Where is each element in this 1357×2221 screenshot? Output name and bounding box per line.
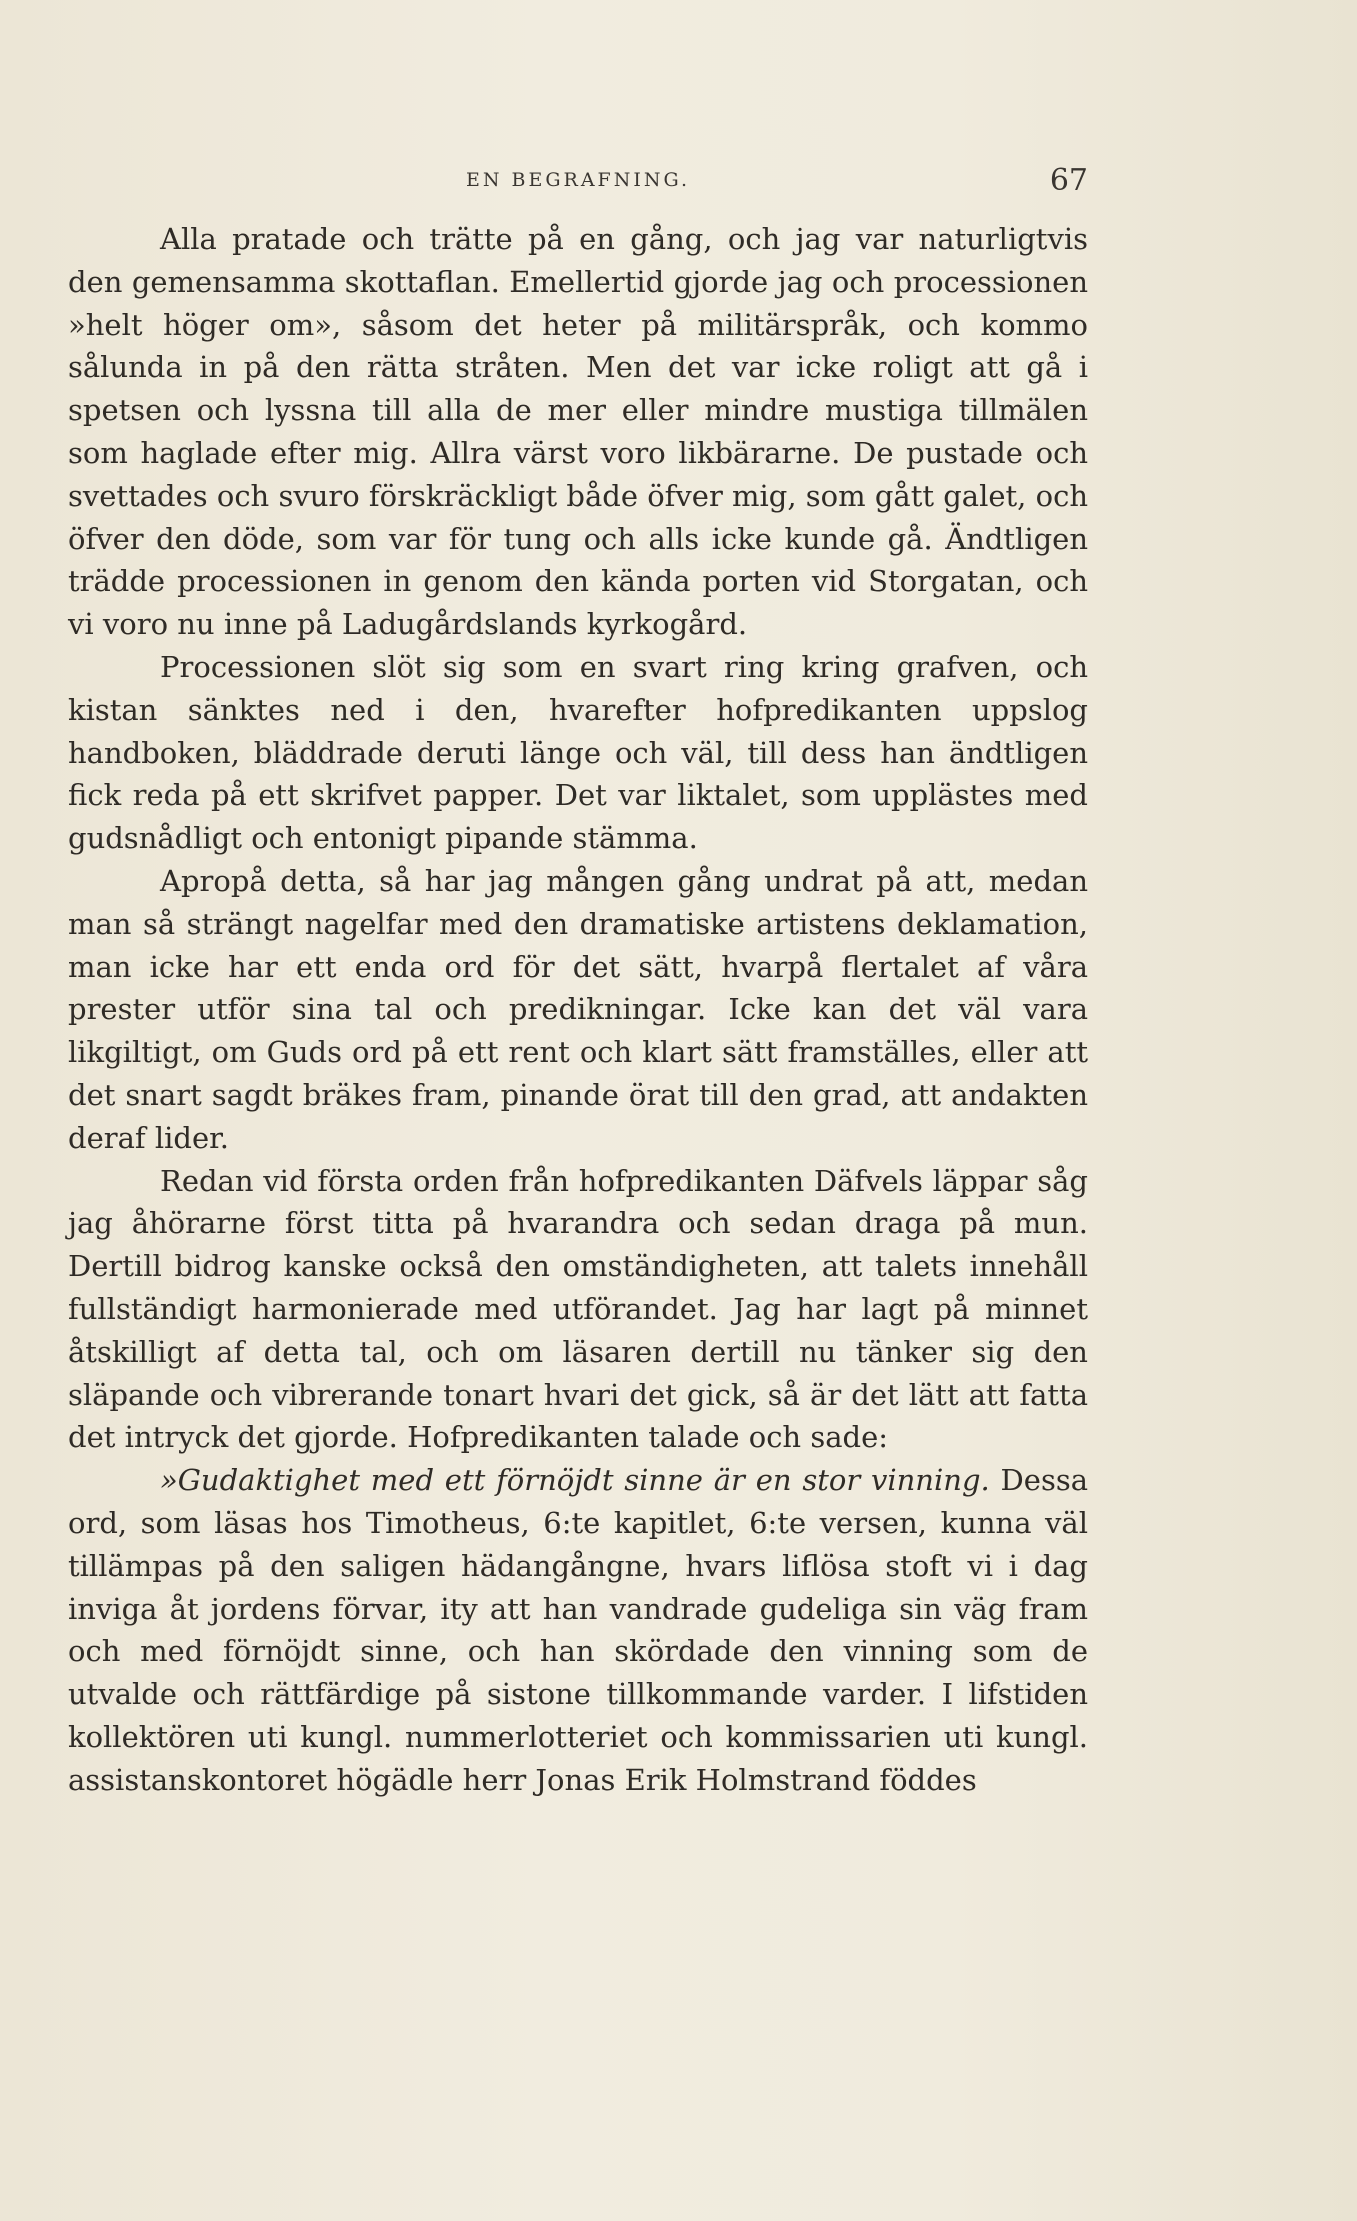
paragraph: Apropå detta, så har jag mången gång undrat på att, medan man så strängt nagelfar med den dramatiske artistens deklamation, man icke har ett enda ord för det sätt, hvarpå flertalet af våra prester utför sina tal och predikningar. Icke kan det väl vara likgiltigt, om Guds ord på ett rent och klart sätt framställes, eller att det snart sagdt bräkes fram, pinande örat till den grad, att andakten deraf lider. bbox=[68, 863, 1088, 1155]
page-header bbox=[68, 163, 1088, 203]
body-text bbox=[68, 218, 1088, 1801]
sermon-quote: »Gudaktighet med ett förnöjdt sinne är en stor vinning. bbox=[160, 1463, 990, 1498]
quote-paragraph-text: Dessa ord, som läsas hos Timotheus, 6:te kapitlet, 6:te versen, kunna väl tillämpas på den saligen hädangångne, hvars liflösa stoft vi i dag inviga åt jordens förvar, ity att han vandrade gudeliga sin väg fram och med förnöjdt sinne, och han skördade den vinning som de utvalde och rättfärdige på sistone tillkommande varder. I lifstiden kollektören uti kungl. nummerlotteriet och kommissarien uti kungl. assistanskontoret högädle herr Jonas Erik Holmstrand föddes bbox=[68, 1463, 1088, 1797]
page-number: 67 bbox=[1049, 163, 1088, 198]
paragraph: Alla pratade och trätte på en gång, och jag var naturligtvis den gemensamma skottaflan. Emellertid gjorde jag och processionen »helt höger om», såsom det heter på militärspråk, och kommo sålunda in på den rätta stråten. Men det var icke roligt att gå i spetsen och lyssna till alla de mer eller mindre mustiga tillmälen som haglade efter mig. Allra värst voro likbärarne. De pustade och svettades och svuro förskräckligt både öfver mig, som gått galet, och öfver den döde, som var för tung och alls icke kunde gå. Ändtligen trädde processionen in genom den kända porten vid Storgatan, och vi voro nu inne på Ladugårdslands kyrkogård. bbox=[68, 222, 1088, 642]
paragraph: Processionen slöt sig som en svart ring kring grafven, och kistan sänktes ned i den, hvarefter hofpredikanten uppslog handboken, bläddrade deruti länge och väl, till dess han ändtligen fick reda på ett skrifvet papper. Det var liktalet, som upplästes med gudsnådligt och entonigt pipande stämma. bbox=[68, 649, 1088, 856]
paragraph: Redan vid första orden från hofpredikanten Däfvels läppar såg jag åhörarne först titta på hvarandra och sedan draga på mun. Dertill bidrog kanske också den omständigheten, att talets innehåll fullständigt harmonierade med utförandet. Jag har lagt på minnet åtskilligt af detta tal, och om läsaren dertill nu tänker sig den släpande och vibrerande tonart hvari det gick, så är det lätt att fatta det intryck det gjorde. Hofpredikanten talade och sade: bbox=[68, 1163, 1088, 1455]
quote-paragraph bbox=[68, 1459, 1088, 1801]
running-head: EN BEGRAFNING. bbox=[465, 169, 691, 191]
